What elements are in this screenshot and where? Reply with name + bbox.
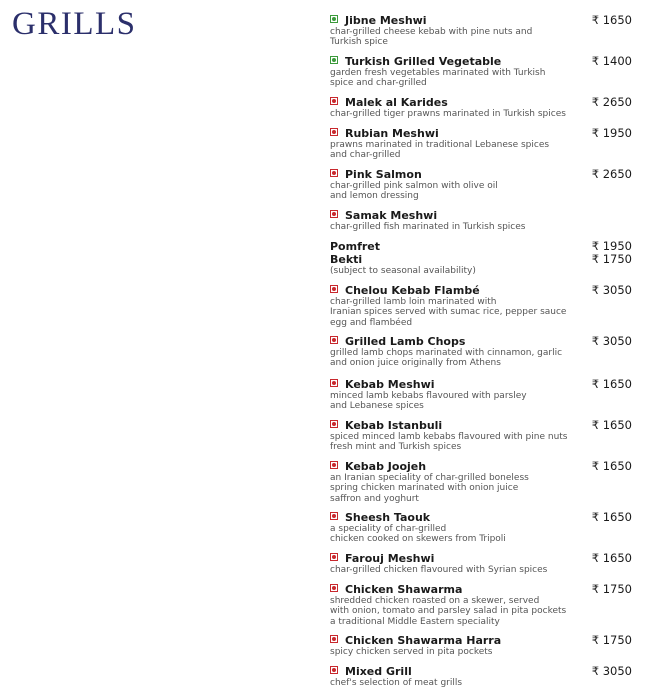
- page-title: GRILLS: [12, 6, 137, 42]
- item-price: ₹ 1650: [591, 13, 632, 27]
- item-name: Pink Salmon: [345, 168, 422, 181]
- menu-item: [330, 168, 632, 202]
- menu-item: [330, 14, 632, 48]
- item-price: ₹ 1650: [591, 377, 632, 391]
- item-description: garden fresh vegetables marinated with Turkish spice and char-grilled: [330, 68, 546, 89]
- item-description: char-grilled pink salmon with olive oil and lemon dressing: [330, 181, 498, 202]
- menu-item: [330, 209, 632, 232]
- item-name: Samak Meshwi: [345, 209, 438, 222]
- non-veg-icon: [330, 336, 338, 344]
- item-price: ₹ 3050: [591, 664, 632, 678]
- menu-item: [330, 511, 632, 545]
- menu-item: [330, 253, 632, 276]
- menu-item: [330, 55, 632, 89]
- item-name: Kebab Joojeh: [345, 460, 427, 473]
- item-price: ₹ 1950: [591, 239, 632, 253]
- menu-item: [330, 284, 632, 328]
- item-price: ₹ 1750: [591, 633, 632, 647]
- item-description: char-grilled cheese kebab with pine nuts and Turkish spice: [330, 27, 533, 48]
- menu-item: [330, 127, 632, 161]
- menu-item: [330, 96, 632, 119]
- item-description: an Iranian speciality of char-grilled boneless spring chicken marinated with onion juice saffron and yoghurt: [330, 473, 529, 504]
- menu-item: [330, 419, 632, 453]
- item-description: grilled lamb chops marinated with cinnamon, garlic and onion juice originally from Athens: [330, 348, 563, 369]
- item-price: ₹ 1950: [591, 126, 632, 140]
- item-name: Farouj Meshwi: [345, 552, 435, 565]
- item-price: ₹ 3050: [591, 283, 632, 297]
- menu-item: [330, 460, 632, 504]
- item-description: minced lamb kebabs flavoured with parsley and Lebanese spices: [330, 391, 527, 412]
- menu-item: [330, 634, 632, 657]
- item-description: (subject to seasonal availability): [330, 266, 476, 276]
- non-veg-icon: [330, 128, 338, 136]
- non-veg-icon: [330, 666, 338, 674]
- non-veg-icon: [330, 584, 338, 592]
- item-name: Turkish Grilled Vegetable: [345, 55, 502, 68]
- menu-item: [330, 240, 632, 253]
- item-price: ₹ 1650: [591, 510, 632, 524]
- item-price: ₹ 1650: [591, 459, 632, 473]
- item-price: ₹ 1400: [591, 54, 632, 68]
- item-description: spicy chicken served in pita pockets: [330, 647, 493, 657]
- item-name: Kebab Meshwi: [345, 378, 435, 391]
- non-veg-icon: [330, 553, 338, 561]
- item-name: Jibne Meshwi: [345, 14, 427, 27]
- item-name: Bekti: [330, 253, 363, 266]
- veg-icon: [330, 15, 338, 23]
- item-price: ₹ 1750: [591, 582, 632, 596]
- item-price: ₹ 3050: [591, 334, 632, 348]
- item-description: prawns marinated in traditional Lebanese spices and char-grilled: [330, 140, 550, 161]
- menu-item: [330, 665, 632, 688]
- non-veg-icon: [330, 169, 338, 177]
- non-veg-icon: [330, 285, 338, 293]
- item-name: Pomfret: [330, 240, 381, 253]
- non-veg-icon: [330, 461, 338, 469]
- menu-item: [330, 583, 632, 627]
- item-price: ₹ 2650: [591, 95, 632, 109]
- item-name: Chelou Kebab Flambé: [345, 284, 480, 297]
- item-description: a speciality of char-grilled chicken cooked on skewers from Tripoli: [330, 524, 506, 545]
- item-name: Sheesh Taouk: [345, 511, 431, 524]
- item-price: ₹ 1650: [591, 418, 632, 432]
- non-veg-icon: [330, 210, 338, 218]
- item-description: shredded chicken roasted on a skewer, served with onion, tomato and parsley salad in pita pockets a traditional Middle Eastern speciality: [330, 596, 567, 627]
- item-description: char-grilled lamb loin marinated with Iranian spices served with sumac rice, pepper sauce egg and flambéed: [330, 297, 567, 328]
- non-veg-icon: [330, 635, 338, 643]
- item-name: Grilled Lamb Chops: [345, 335, 466, 348]
- non-veg-icon: [330, 97, 338, 105]
- item-description: spiced minced lamb kebabs flavoured with pine nuts fresh mint and Turkish spices: [330, 432, 568, 453]
- item-description: char-grilled chicken flavoured with Syrian spices: [330, 565, 548, 575]
- item-name: Malek al Karides: [345, 96, 448, 109]
- item-name: Kebab Istanbuli: [345, 419, 443, 432]
- menu-item: [330, 335, 632, 369]
- item-description: char-grilled fish marinated in Turkish spices: [330, 222, 526, 232]
- non-veg-icon: [330, 420, 338, 428]
- item-name: Chicken Shawarma Harra: [345, 634, 502, 647]
- menu-item: [330, 378, 632, 412]
- menu-item: [330, 552, 632, 575]
- item-name: Mixed Grill: [345, 665, 412, 678]
- item-description: chef's selection of meat grills: [330, 678, 463, 688]
- item-description: char-grilled tiger prawns marinated in Turkish spices: [330, 109, 566, 119]
- item-name: Rubian Meshwi: [345, 127, 439, 140]
- item-name: Chicken Shawarma: [345, 583, 463, 596]
- item-price: ₹ 1650: [591, 551, 632, 565]
- item-price: ₹ 1750: [591, 252, 632, 266]
- item-price: ₹ 2650: [591, 167, 632, 181]
- veg-icon: [330, 56, 338, 64]
- non-veg-icon: [330, 379, 338, 387]
- non-veg-icon: [330, 512, 338, 520]
